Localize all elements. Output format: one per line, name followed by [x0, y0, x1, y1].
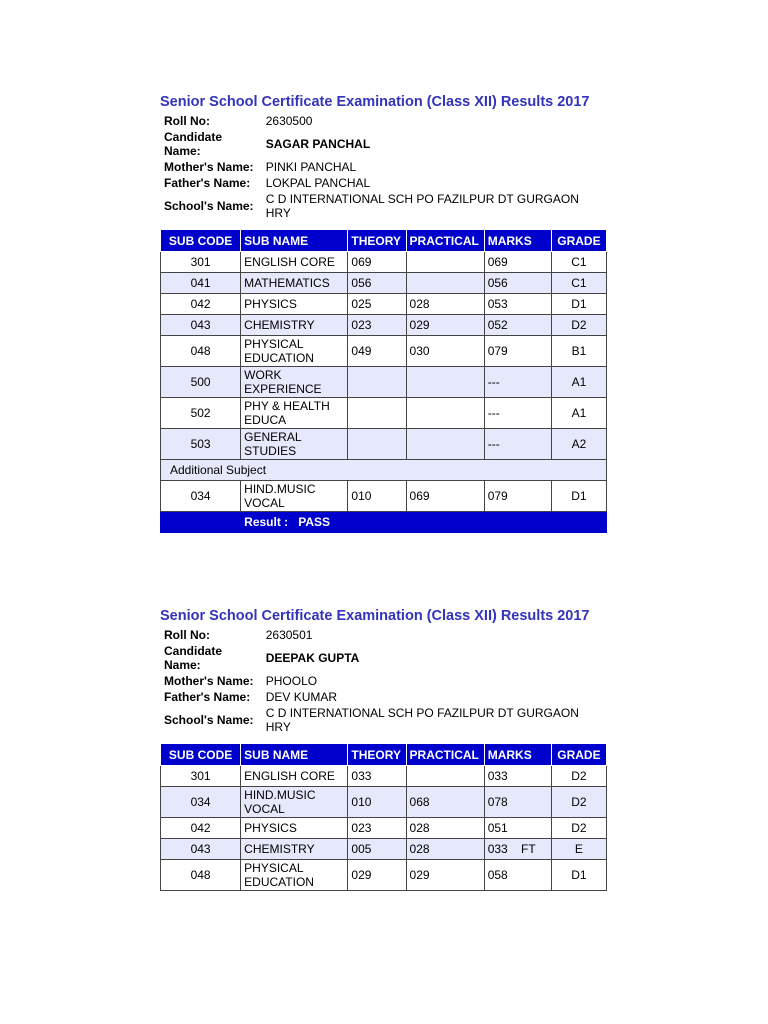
- additional-subject-label: Additional Subject: [161, 460, 607, 481]
- mother-name-value: PINKI PANCHAL: [265, 160, 357, 174]
- school-name-value: C D INTERNATIONAL SCH PO FAZILPUR DT GURGAON HRY: [265, 706, 579, 734]
- practical-marks: [406, 398, 484, 429]
- table-row: [161, 860, 607, 891]
- theory-marks: 025: [348, 294, 406, 315]
- grade: D1: [551, 860, 606, 891]
- total-marks: 033: [484, 766, 551, 787]
- candidate-name-label: Candidate Name:: [164, 644, 223, 672]
- column-header: THEORY: [348, 744, 406, 766]
- practical-marks: 030: [406, 336, 484, 367]
- practical-marks: 069: [406, 481, 484, 512]
- practical-marks: 068: [406, 787, 484, 818]
- result-label: Result :: [244, 515, 289, 529]
- theory-marks: 010: [348, 787, 406, 818]
- grade: D1: [551, 481, 606, 512]
- sub-code: 048: [161, 336, 241, 367]
- practical-marks: 028: [406, 839, 484, 860]
- sub-name: MATHEMATICS: [241, 273, 348, 294]
- theory-marks: 049: [348, 336, 406, 367]
- column-header: SUB NAME: [241, 230, 348, 252]
- roll-number-value: 2630500: [265, 114, 313, 128]
- result-cell: [241, 512, 607, 533]
- practical-marks: [406, 252, 484, 273]
- result-row: [161, 512, 607, 533]
- marks-table: [160, 229, 607, 533]
- mother-name-value: PHOOLO: [265, 674, 318, 688]
- grade: C1: [551, 273, 606, 294]
- theory-marks: 023: [348, 818, 406, 839]
- theory-marks: 023: [348, 315, 406, 336]
- theory-marks: [348, 398, 406, 429]
- sub-code: 034: [161, 481, 241, 512]
- sub-name: PHY & HEALTH EDUCA: [241, 398, 348, 429]
- theory-marks: 010: [348, 481, 406, 512]
- table-row: [161, 273, 607, 294]
- father-name-value: LOKPAL PANCHAL: [265, 176, 371, 190]
- sub-name: CHEMISTRY: [241, 839, 348, 860]
- result-block-1: [160, 93, 608, 533]
- sub-code: 301: [161, 252, 241, 273]
- practical-marks: 029: [406, 860, 484, 891]
- result-block-2: [160, 607, 608, 891]
- sub-name: WORK EXPERIENCE: [241, 367, 348, 398]
- school-name-row: [160, 705, 608, 735]
- total-marks: 033 FT: [484, 839, 551, 860]
- sub-code: 502: [161, 398, 241, 429]
- sub-code: 042: [161, 294, 241, 315]
- table-row: [161, 766, 607, 787]
- result-spacer: [161, 512, 241, 533]
- sub-code: 043: [161, 839, 241, 860]
- sub-name: HIND.MUSIC VOCAL: [241, 787, 348, 818]
- table-row: [161, 336, 607, 367]
- roll-number-label: Roll No:: [164, 628, 210, 642]
- grade: A2: [551, 429, 606, 460]
- theory-marks: 033: [348, 766, 406, 787]
- total-marks: ---: [484, 398, 551, 429]
- grade: D1: [551, 294, 606, 315]
- theory-marks: 005: [348, 839, 406, 860]
- sub-name: GENERAL STUDIES: [241, 429, 348, 460]
- sub-name: HIND.MUSIC VOCAL: [241, 481, 348, 512]
- father-name-row: [160, 175, 608, 191]
- additional-subject-row: [161, 460, 607, 481]
- mother-name-row: [160, 159, 608, 175]
- grade: C1: [551, 252, 606, 273]
- total-marks: ---: [484, 429, 551, 460]
- practical-marks: 028: [406, 818, 484, 839]
- practical-marks: 029: [406, 315, 484, 336]
- total-marks: 079: [484, 336, 551, 367]
- grade: A1: [551, 367, 606, 398]
- table-row: [161, 367, 607, 398]
- marks-table: [160, 743, 607, 891]
- table-row: [161, 429, 607, 460]
- table-row: [161, 481, 607, 512]
- sub-name: CHEMISTRY: [241, 315, 348, 336]
- table-row: [161, 839, 607, 860]
- column-header: MARKS: [484, 744, 551, 766]
- candidate-info: [160, 627, 608, 735]
- table-row: [161, 315, 607, 336]
- table-row: [161, 818, 607, 839]
- total-marks: 079: [484, 481, 551, 512]
- school-name-value: C D INTERNATIONAL SCH PO FAZILPUR DT GURGAON HRY: [265, 192, 579, 220]
- theory-marks: [348, 429, 406, 460]
- total-marks: 069: [484, 252, 551, 273]
- result-title: Senior School Certificate Examination (Class XII) Results 2017: [160, 608, 590, 624]
- theory-marks: 056: [348, 273, 406, 294]
- grade: D2: [551, 787, 606, 818]
- column-header: MARKS: [484, 230, 551, 252]
- practical-marks: [406, 429, 484, 460]
- school-name-row: [160, 191, 608, 221]
- candidate-name-row: [160, 643, 608, 673]
- result-status: PASS: [298, 515, 330, 529]
- sub-code: 500: [161, 367, 241, 398]
- candidate-name-value: DEEPAK GUPTA: [265, 651, 360, 665]
- total-marks: 058: [484, 860, 551, 891]
- father-name-row: [160, 689, 608, 705]
- sub-code: 042: [161, 818, 241, 839]
- school-name-label: School's Name:: [164, 199, 254, 213]
- grade: E: [551, 839, 606, 860]
- total-marks: 078: [484, 787, 551, 818]
- mother-name-label: Mother's Name:: [164, 674, 254, 688]
- total-marks: ---: [484, 367, 551, 398]
- sub-name: PHYSICAL EDUCATION: [241, 336, 348, 367]
- roll-number-row: [160, 113, 608, 129]
- candidate-info: [160, 113, 608, 221]
- sub-name: PHYSICAL EDUCATION: [241, 860, 348, 891]
- sub-name: ENGLISH CORE: [241, 766, 348, 787]
- mother-name-row: [160, 673, 608, 689]
- sub-code: 503: [161, 429, 241, 460]
- total-marks: 051: [484, 818, 551, 839]
- table-row: [161, 294, 607, 315]
- sub-code: 041: [161, 273, 241, 294]
- result-title: Senior School Certificate Examination (Class XII) Results 2017: [160, 94, 590, 110]
- roll-number-row: [160, 627, 608, 643]
- grade: D2: [551, 315, 606, 336]
- column-header: GRADE: [551, 744, 606, 766]
- total-marks: 056: [484, 273, 551, 294]
- school-name-label: School's Name:: [164, 713, 254, 727]
- table-row: [161, 252, 607, 273]
- roll-number-label: Roll No:: [164, 114, 210, 128]
- father-name-label: Father's Name:: [164, 690, 251, 704]
- roll-number-value: 2630501: [265, 628, 313, 642]
- column-header: PRACTICAL: [406, 744, 484, 766]
- sub-name: ENGLISH CORE: [241, 252, 348, 273]
- mother-name-label: Mother's Name:: [164, 160, 254, 174]
- grade: D2: [551, 766, 606, 787]
- table-row: [161, 787, 607, 818]
- table-row: [161, 398, 607, 429]
- total-marks: 052: [484, 315, 551, 336]
- sub-code: 034: [161, 787, 241, 818]
- grade: A1: [551, 398, 606, 429]
- practical-marks: 028: [406, 294, 484, 315]
- sub-code: 043: [161, 315, 241, 336]
- total-marks: 053: [484, 294, 551, 315]
- marks-header-row: [161, 744, 607, 766]
- sub-code: 048: [161, 860, 241, 891]
- candidate-name-row: [160, 129, 608, 159]
- column-header: SUB CODE: [161, 230, 241, 252]
- sub-name: PHYSICS: [241, 294, 348, 315]
- practical-marks: [406, 367, 484, 398]
- practical-marks: [406, 273, 484, 294]
- practical-marks: [406, 766, 484, 787]
- candidate-name-value: SAGAR PANCHAL: [265, 137, 371, 151]
- column-header: PRACTICAL: [406, 230, 484, 252]
- candidate-name-label: Candidate Name:: [164, 130, 223, 158]
- theory-marks: 029: [348, 860, 406, 891]
- grade: B1: [551, 336, 606, 367]
- column-header: THEORY: [348, 230, 406, 252]
- column-header: GRADE: [551, 230, 606, 252]
- grade: D2: [551, 818, 606, 839]
- theory-marks: 069: [348, 252, 406, 273]
- marks-header-row: [161, 230, 607, 252]
- father-name-label: Father's Name:: [164, 176, 251, 190]
- column-header: SUB CODE: [161, 744, 241, 766]
- column-header: SUB NAME: [241, 744, 348, 766]
- sub-name: PHYSICS: [241, 818, 348, 839]
- father-name-value: DEV KUMAR: [265, 690, 338, 704]
- sub-code: 301: [161, 766, 241, 787]
- theory-marks: [348, 367, 406, 398]
